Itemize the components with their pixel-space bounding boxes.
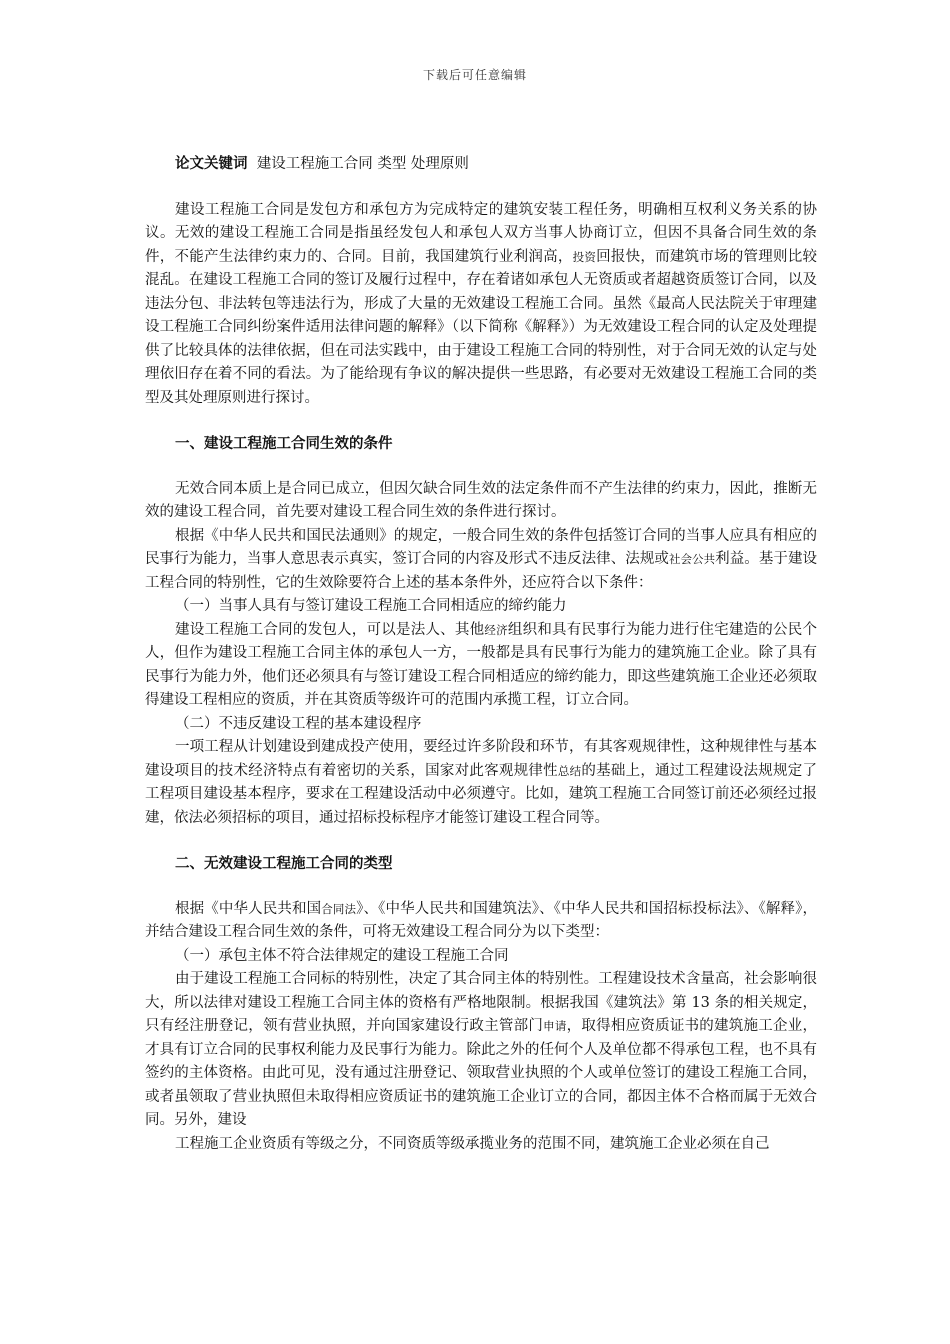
s1p2-text-2: 利益。基于建设工程合同的特别性，它的生效除要符合上述的基本条件外，还应符合以下条件： — [145, 551, 817, 591]
page-header-note: 下载后可任意编辑 — [422, 68, 527, 82]
s2p2-text-1: 由于建设工程施工合同标的特别性，决定了其合同主体的特别性。工程建设技术含量高，社会影响很大，所以法律对建设工程施工合同主体的资格有严格地限制。根据我国《建筑法》第 13 条的相关规定，只有经注册登记，领有营业执照，并向国家建设行政主管部门 — [145, 971, 817, 1034]
section-1-paragraph-2 — [145, 525, 817, 596]
section-1-paragraph-1: 无效合同本质上是合同已成立，但因欠缺合同生效的法定条件而不产生法律的约束力，因此，推断无效的建设工程合同，首先要对建设工程合同生效的条件进行探讨。 — [145, 480, 817, 520]
s1p3-text-2: 组织和具有民事行为能力进行住宅建造的公民个人，但作为建设工程施工合同主体的承包人一方，一般都是具有民事行为能力的建筑施工企业。除了具有民事行为能力外，他们还必须具有与签订建设工程合同相适应的缔约能力，即这些建筑施工企业还必须取得建设工程相应的资质，并在其资质等级许可的范围内承揽工程，订立合同。 — [145, 621, 818, 708]
s1p3-inline-term: 经济 — [484, 622, 508, 637]
section-2-paragraph-3: 工程施工企业资质有等级之分，不同资质等级承揽业务的范围不同，建筑施工企业必须在自己 — [175, 1135, 770, 1152]
section-1-heading: 一、建设工程施工合同生效的条件 — [175, 435, 393, 452]
section-1-subheading-2: （二）不违反建设工程的基本建设程序 — [175, 715, 422, 732]
intro-text-2: 回报快，而建筑市场的管理则比较混乱。在建设工程施工合同的签订及履行过程中，存在着诸如承包人无资质或者超越资质签订合同，以及违法分包、非法转包等违法行为，形成了大量的无效建设工程施工合同。虽然《最高人民法院关于审理建设工程施工合同纠纷案件适用法律问题的解释》（以下简称《解释》）为无效建设工程合同的认定及处理提供了比较具体的法律依据，但在司法实践中，由于建设工程施工合同的特别性，对于合同无效的认定与处理依旧存在着不同的看法。为了能给现有争议的解决提供一些思路，有必要对无效建设工程施工合同的类型及其处理原则进行探讨。 — [145, 248, 818, 406]
intro-inline-term: 投资 — [572, 249, 597, 264]
intro-paragraph — [145, 199, 817, 411]
section-1-subheading-1: （一）当事人具有与签订建设工程施工合同相适应的缔约能力 — [175, 598, 567, 614]
s1p4-inline-term: 总结 — [557, 763, 582, 778]
section-1-paragraph-4 — [145, 736, 817, 830]
document-body — [145, 152, 817, 1156]
section-2-paragraph-2 — [145, 968, 817, 1133]
keywords-label: 论文关键词 — [175, 155, 248, 172]
section-2-paragraph-1 — [145, 898, 817, 945]
s2p1-text-1: 根据《中华人民共和国 — [175, 900, 322, 917]
section-2-subheading-1: （一）承包主体不符合法律规定的建设工程施工合同 — [175, 947, 509, 964]
s1p4-text-2: 的基础上，通过工程建设法规规定了工程项目建设基本程序，要求在工程建设活动中必须遵守。比如，建筑工程施工合同签订前还必须经过报建，依法必须招标的项目，通过招标投标程序才能签订建设工程合同等。 — [145, 762, 818, 826]
s2p1-inline-term: 合同法 — [321, 901, 357, 916]
keywords-line — [145, 152, 817, 177]
intro-text-1: 建设工程施工合同是发包方和承包方为完成特定的建筑安装工程任务，明确相互权利义务关系的协议。无效的建设工程施工合同是指虽经发包人和承包人双方当事人协商订立，但因不具备合同生效的条件，不能产生法律约束力的、合同。目前，我国建筑行业利润高， — [145, 201, 817, 265]
s2p1-text-2: 》、《中华人民共和国建筑法》、《中华人民共和国招标投标法》、《解释》，并结合建设工程合同生效的条件，可将无效建设工程合同分为以下类型： — [145, 900, 818, 940]
s2p2-inline-term: 申请 — [543, 1019, 567, 1033]
s1p4-text-1: 一项工程从计划建设到建成投产使用，要经过许多阶段和环节，有其客观规律性，这种规律性与基本建设项目的技术经济特点有着密切的关系，国家对此客观规律性 — [145, 739, 817, 779]
s1p2-text-1: 根据《中华人民共和国民法通则》的规定，一般合同生效的条件包括签订合同的当事人应具有相应的民事行为能力，当事人意思表示真实，签订合同的内容及形式不违反法律、法规或 — [145, 527, 817, 567]
s1p3-text-1: 建设工程施工合同的发包人，可以是法人、其他 — [175, 621, 485, 638]
s2p2-text-2: ，取得相应资质证书的建筑施工企业，才具有订立合同的民事权利能力及民事行为能力。除此之外的任何个人及单位都不得承包工程，也不具有签约的主体资格。由此可见，没有通过注册登记、领取营业执照的个人或单位签订的建设工程施工合同，或者虽领取了营业执照但未取得相应资质证书的建筑施工企业订立的合同，都因主体不合格而属于无效合同。另外，建设 — [145, 1018, 818, 1128]
section-2-heading: 二、无效建设工程施工合同的类型 — [175, 855, 393, 872]
s1p2-inline-term: 社会公共 — [668, 552, 716, 566]
section-1-paragraph-3 — [145, 619, 817, 713]
keywords-text: 建设工程施工合同 类型 处理原则 — [256, 156, 469, 172]
